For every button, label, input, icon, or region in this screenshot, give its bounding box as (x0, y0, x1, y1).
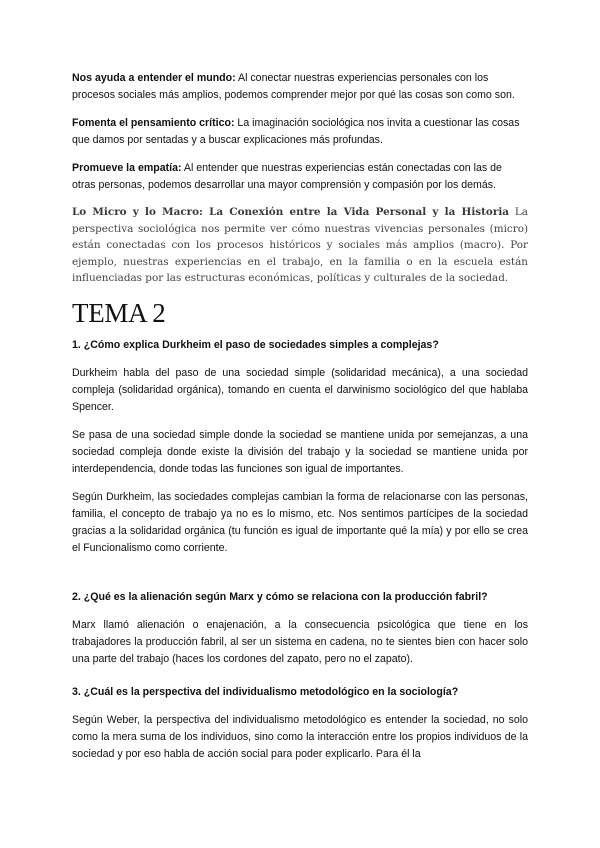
intro-item-empathy (72, 160, 528, 194)
intro-item-text: La imaginación sociológica nos invita a cuestionar las cosas que damos por sentadas y a buscar explicaciones más profundas. (72, 117, 520, 146)
intro-item-label: Nos ayuda a entender el mundo: (72, 72, 236, 84)
micro-macro-text: La perspectiva sociológica nos permite ver cómo nuestras vivencias personales (micro) están conectadas con los procesos históricos y sociales más amplios (macro). Por ejemplo, nuestras experiencias en el trabajo, en la familia o en la escuela están influenciadas por las estructuras económicas, políticas y culturales de la sociedad. (72, 206, 528, 285)
intro-item-critical-thinking (72, 115, 528, 149)
intro-item-text: Al conectar nuestras experiencias personales con los procesos sociales más amplios, podemos comprender mejor por qué las cosas son como son. (72, 72, 515, 101)
question-1: 1. ¿Cómo explica Durkheim el paso de sociedades simples a complejas? (72, 338, 439, 351)
q3-paragraph-1: Según Weber, la perspectiva del individualismo metodológico es entender la sociedad, no solo como la mera suma de los individuos, sino como la interacción entre los propios individuos de la sociedad y por eso habla de acción social para poder explicarlo. Para él la (72, 713, 528, 760)
intro-item-label: Promueve la empatía: (72, 162, 182, 174)
q1-paragraph-1: Durkheim habla del paso de una sociedad simple (solidaridad mecánica), a una sociedad compleja (solidaridad orgánica), tomando en cuenta el darwinismo sociológico del que hablaba Spencer. (72, 366, 528, 413)
q1-paragraph-3: Según Durkheim, las sociedades complejas cambian la forma de relacionarse con las personas, familia, el concepto de trabajo ya no es lo mismo, etc. Nos sentimos partícipes de la sociedad gracias a la solidaridad orgánica (tu función es igual de importante qué la mía) y por ello se crea el Funcionalismo como corriente. (72, 490, 528, 554)
question-2: 2. ¿Qué es la alienación según Marx y cómo se relaciona con la producción fabril? (72, 590, 488, 603)
intro-item-label: Fomenta el pensamiento crítico: (72, 117, 235, 129)
q1-paragraph-2: Se pasa de una sociedad simple donde la sociedad se mantiene unida por semejanzas, a una sociedad compleja donde existe la división del trabajo y la sociedad se mantiene unida por interdependencia, donde todas las funciones son igual de importantes. (72, 428, 528, 475)
intro-item-text: Al entender que nuestras experiencias están conectadas con las de otras personas, podemos desarrollar una mayor comprensión y compasión por los demás. (72, 162, 502, 191)
question-3: 3. ¿Cuál es la perspectiva del individualismo metodológico en la sociología? (72, 685, 459, 698)
q2-paragraph-1: Marx llamó alienación o enajenación, a la consecuencia psicológica que tiene en los trabajadores la producción fabril, al ser un sistema en cadena, no te sientes bien con hacer solo una parte del trabajo (haces los cordones del zapato, pero no el zapato). (72, 618, 528, 665)
section-title: TEMA 2 (72, 297, 166, 328)
page-content (72, 70, 528, 763)
micro-macro-heading: Lo Micro y lo Macro: La Conexión entre la Vida Personal y la Historia (72, 206, 510, 218)
micro-macro-paragraph (72, 204, 528, 287)
intro-item-understand-world (72, 70, 528, 104)
